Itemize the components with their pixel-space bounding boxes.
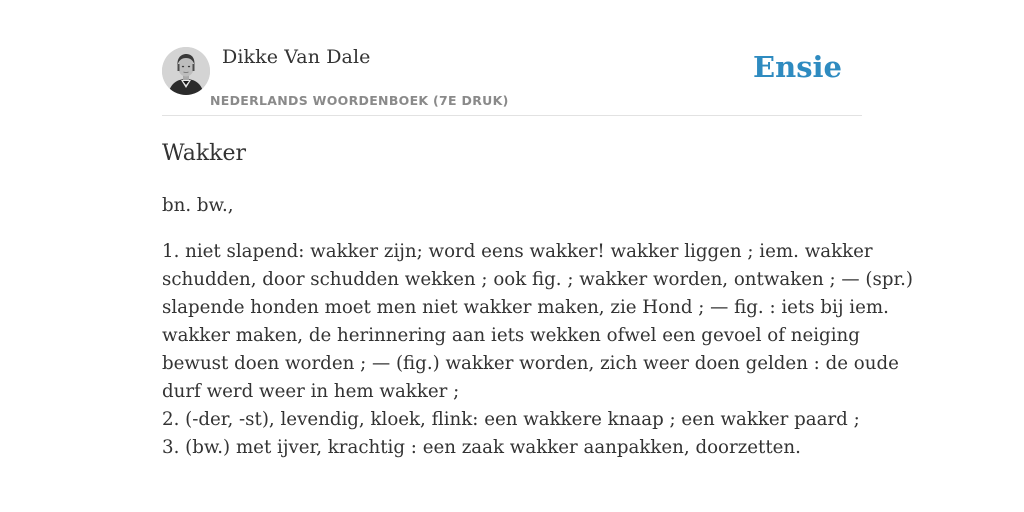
definition-line: bewust doen worden ; — (fig.) wakker worden, zich weer doen gelden : de oude xyxy=(162,353,899,374)
entry-definition xyxy=(162,238,914,462)
part-of-speech: bn. bw., xyxy=(162,195,234,216)
ensie-logo[interactable]: Ensie xyxy=(753,50,842,84)
definition-line: 1. niet slapend: wakker zijn; word eens wakker! wakker liggen ; iem. wakker xyxy=(162,241,873,262)
definition-line: durf werd weer in hem wakker ; xyxy=(162,381,460,402)
dictionary-source[interactable]: NEDERLANDS WOORDENBOEK (7E DRUK) xyxy=(210,93,509,108)
definition-line: schudden, door schudden wekken ; ook fig. ; wakker worden, ontwaken ; — (spr.) xyxy=(162,269,914,290)
header-divider xyxy=(162,115,862,116)
portrait-image xyxy=(162,47,210,95)
definition-line: 2. (-der, -st), levendig, kloek, flink: een wakkere knaap ; een wakker paard ; xyxy=(162,409,860,430)
header xyxy=(162,44,862,116)
definition-line: wakker maken, de herinnering aan iets wekken ofwel een gevoel of neiging xyxy=(162,325,860,346)
definition-line: 3. (bw.) met ijver, krachtig : een zaak wakker aanpakken, doorzetten. xyxy=(162,437,801,458)
author-name[interactable]: Dikke Van Dale xyxy=(222,46,371,68)
entry-content xyxy=(162,140,914,462)
entry-title: Wakker xyxy=(162,141,247,166)
author-avatar[interactable] xyxy=(162,47,210,95)
definition-line: slapende honden moet men niet wakker maken, zie Hond ; — fig. : iets bij iem. xyxy=(162,297,889,318)
